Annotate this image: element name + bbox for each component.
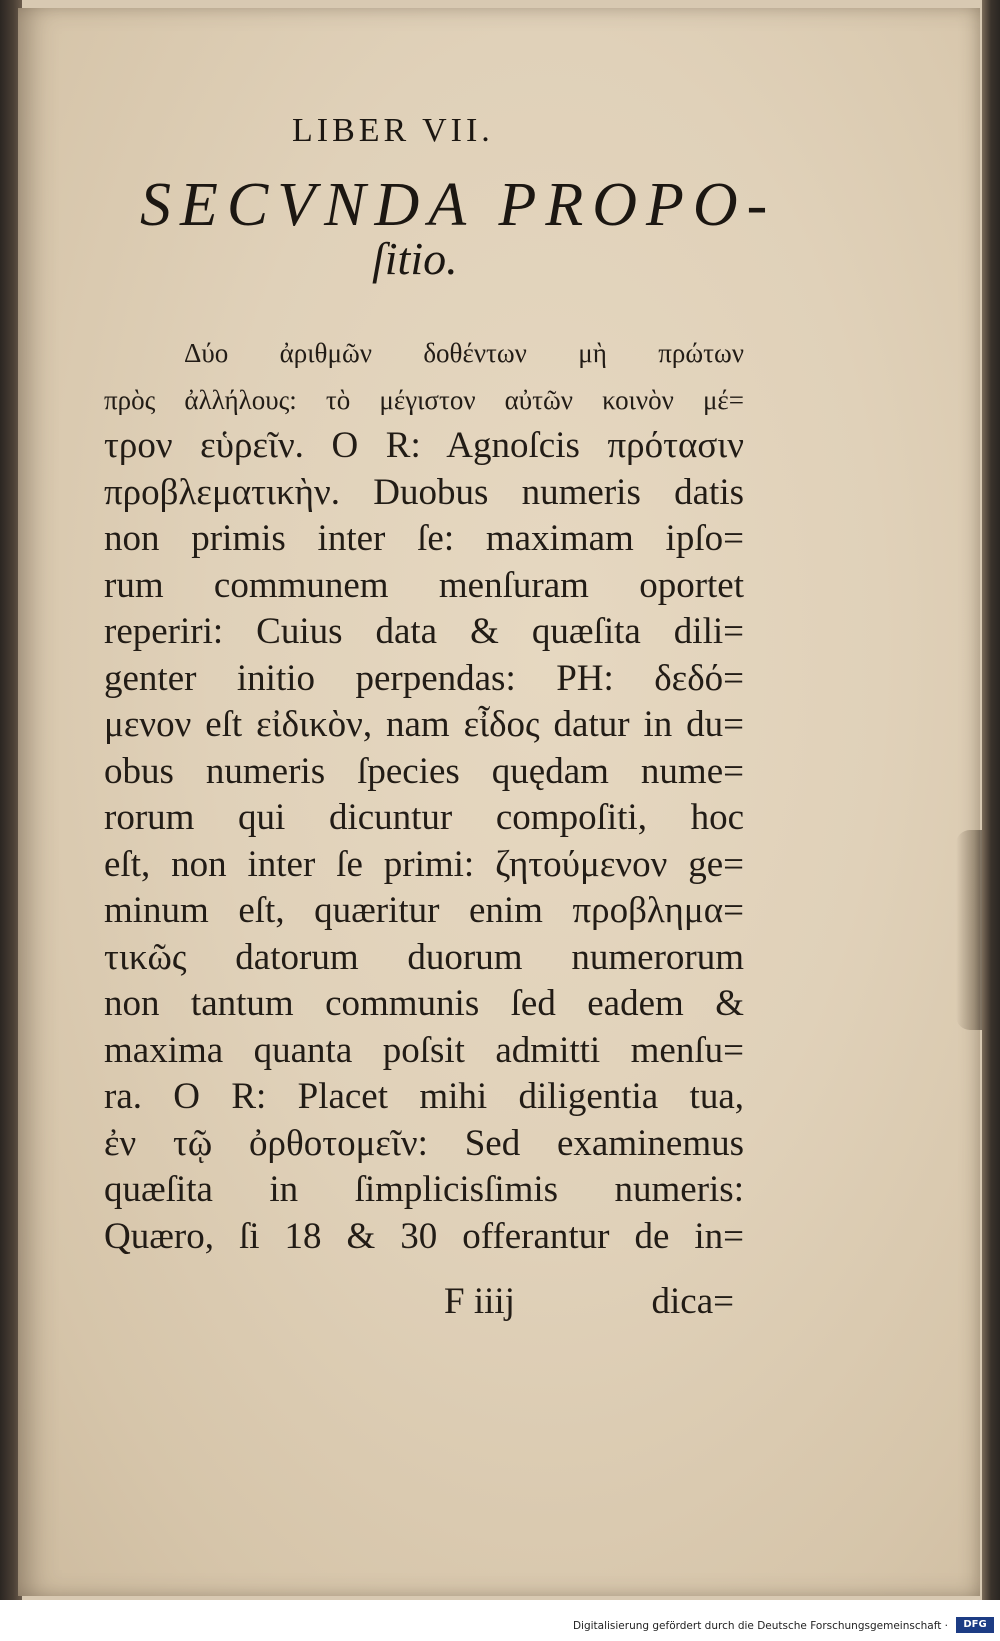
text-line: minum eſt, quæritur enim προβλημα= bbox=[104, 890, 744, 931]
text-line: obus numeris ſpecies quędam nume= bbox=[104, 750, 744, 792]
body-text bbox=[104, 330, 744, 1260]
text-line: non primis inter ſe: maximam ipſo= bbox=[104, 518, 744, 559]
text-line: genter initio perpendas: PH: δεδό= bbox=[104, 657, 744, 699]
text-line: ἐν τῷ ὀρθοτομεῖν: Sed examinemus bbox=[104, 1122, 744, 1164]
text-line: non tantum communis ſed eadem & bbox=[104, 983, 744, 1024]
text-line: ra. O R: Placet mihi diligentia tua, bbox=[104, 1076, 744, 1117]
signature-mark: F iiij bbox=[444, 1281, 515, 1322]
dfg-credit: Digitalisierung gefördert durch die Deutsche Forschungsgemeinschaft · bbox=[572, 1620, 948, 1632]
page-edge-tab bbox=[956, 830, 982, 1030]
book-board-edge bbox=[982, 0, 1000, 1600]
text-line: quæſita in ſimplicisſimis numeris: bbox=[104, 1169, 744, 1210]
text-line: τρον εὑρεῖν. O R: Agnoſcis πρότασιν bbox=[104, 425, 744, 466]
text-line: προβλεματικὴν. Duobus numeris datis bbox=[104, 471, 744, 513]
running-head: LIBER VII. bbox=[292, 112, 494, 149]
catchword: dica= bbox=[651, 1281, 734, 1322]
text-line: maxima quanta poſsit admitti menſu= bbox=[104, 1029, 744, 1071]
text-line: rum communem menſuram oportet bbox=[104, 564, 744, 606]
text-line: eſt, non inter ſe primi: ζητούμενον ge= bbox=[104, 843, 744, 885]
text-line: Δύο ἀριθμῶν δοθέντων μὴ πρώτων bbox=[184, 338, 744, 368]
text-line: reperiri: Cuius data & quæſita dili= bbox=[104, 611, 744, 652]
text-line: rorum qui dicuntur compoſiti, hoc bbox=[104, 797, 744, 838]
proposition-title-continued: ſitio. bbox=[372, 233, 458, 284]
text-line: πρὸς ἀλλήλους: τὸ μέγιστον αὐτῶν κοινὸν μέ= bbox=[104, 384, 744, 415]
catch-line bbox=[104, 1280, 744, 1328]
text-line: μενον eſt εἰδικὸν, nam εἶδος datur in du= bbox=[104, 704, 744, 745]
text-line: τικῶς datorum duorum numerorum bbox=[104, 936, 744, 978]
text-line: Quæro, ſi 18 & 30 offerantur de in= bbox=[104, 1215, 744, 1257]
dfg-logo: DFG bbox=[956, 1617, 994, 1633]
proposition-title: SECVNDA PROPO- bbox=[140, 171, 777, 239]
